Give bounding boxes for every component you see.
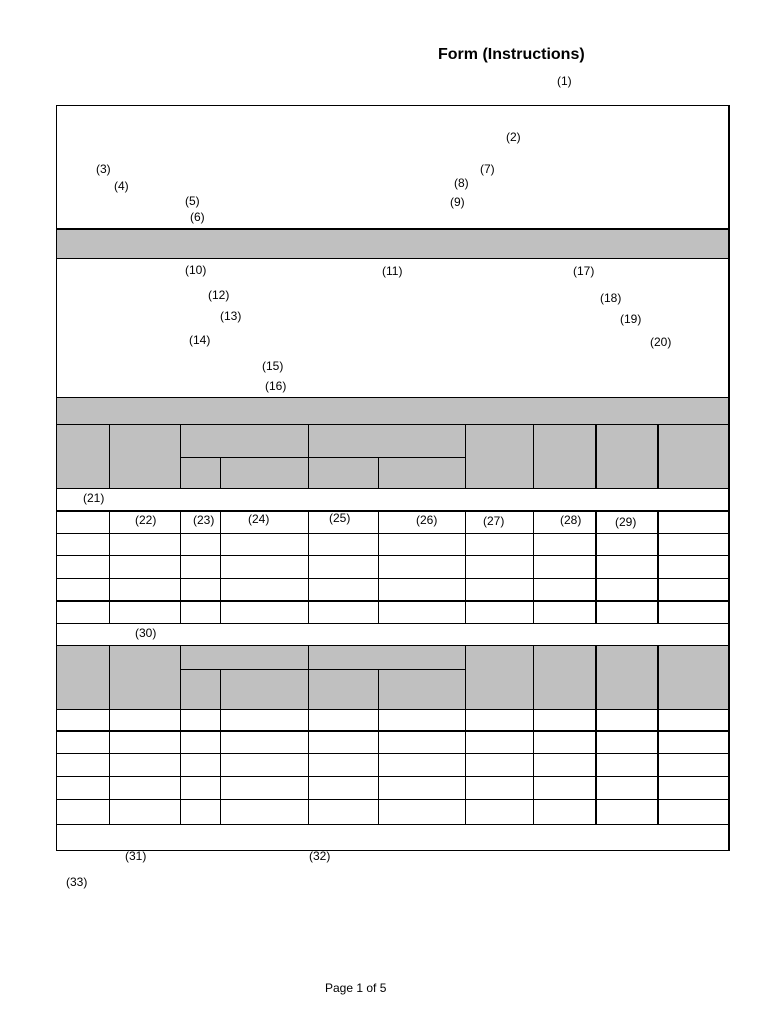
label-31: (31): [125, 849, 147, 863]
shaded-band-2: [57, 398, 728, 424]
label-29: (29): [615, 515, 637, 529]
label-2: (2): [506, 130, 521, 144]
label-17: (17): [573, 264, 595, 278]
label-27: (27): [483, 514, 505, 528]
label-12: (12): [208, 288, 230, 302]
divider: [56, 488, 730, 489]
label-26: (26): [416, 513, 438, 527]
label-14: (14): [189, 333, 211, 347]
label-21: (21): [83, 491, 105, 505]
label-3: (3): [96, 162, 111, 176]
page-title: Form (Instructions): [438, 46, 585, 63]
label-4: (4): [114, 179, 129, 193]
label-22: (22): [135, 513, 157, 527]
label-20: (20): [650, 335, 672, 349]
table2-header: [57, 646, 728, 709]
label-28: (28): [560, 513, 582, 527]
label-19: (19): [620, 312, 642, 326]
label-15: (15): [262, 359, 284, 373]
label-7: (7): [480, 162, 495, 176]
label-24: (24): [248, 512, 270, 526]
label-5: (5): [185, 194, 200, 208]
divider: [56, 258, 730, 259]
label-9: (9): [450, 195, 465, 209]
divider: [180, 457, 465, 458]
label-18: (18): [600, 291, 622, 305]
divider: [56, 424, 730, 425]
page-number: Page 1 of 5: [325, 981, 387, 995]
label-6: (6): [190, 210, 205, 224]
label-11: (11): [382, 264, 403, 278]
label-10: (10): [185, 263, 207, 277]
label-32: (32): [309, 849, 331, 863]
label-23: (23): [193, 513, 215, 527]
title-ref: (1): [557, 74, 572, 88]
label-25: (25): [329, 511, 351, 525]
label-30: (30): [135, 626, 157, 640]
label-13: (13): [220, 309, 242, 323]
shaded-band-1: [57, 230, 728, 258]
label-16: (16): [265, 379, 287, 393]
label-8: (8): [454, 176, 469, 190]
label-33: (33): [66, 875, 88, 889]
